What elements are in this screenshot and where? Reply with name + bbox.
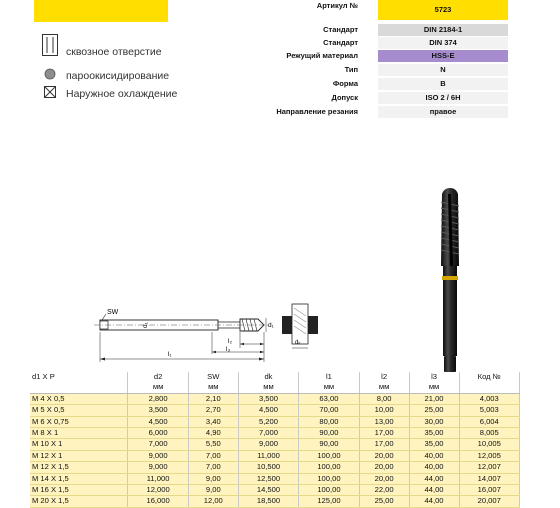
table-cell: M 8 X 1 — [30, 428, 128, 439]
unit-cell — [30, 382, 128, 393]
spec-row — [180, 37, 510, 49]
table-cell: 44,00 — [409, 496, 459, 507]
column-header: l3 — [409, 372, 459, 382]
tap-dimension-drawing — [90, 296, 330, 368]
through-hole-icon — [42, 34, 58, 59]
legend-steam-oxidation-label: пароокисидирование — [66, 69, 170, 82]
spec-key: Стандарт — [323, 25, 358, 34]
table-cell: 7,00 — [188, 450, 238, 461]
unit-cell: мм — [188, 382, 238, 393]
table-cell: 9,000 — [128, 462, 188, 473]
table-cell: 3,40 — [188, 416, 238, 427]
table-row — [30, 473, 520, 484]
drawing-l2-label: l₂ — [228, 338, 232, 345]
table-row — [30, 393, 520, 404]
spec-row — [180, 24, 510, 36]
spec-row — [180, 0, 510, 12]
table-cell: M 14 X 1,5 — [30, 473, 128, 484]
table-cell: 100,00 — [299, 473, 359, 484]
table-cell: 12,005 — [459, 450, 520, 461]
units-row — [30, 382, 520, 393]
column-header: SW — [188, 372, 238, 382]
table-cell: 16,000 — [128, 496, 188, 507]
table-row — [30, 485, 520, 496]
table-row — [30, 462, 520, 473]
spec-value: ISO 2 / 6H — [378, 92, 508, 104]
table-cell: 25,00 — [359, 496, 409, 507]
oxidation-dot-icon — [42, 68, 58, 83]
table-cell: 3,500 — [128, 405, 188, 416]
table-cell: 20,00 — [359, 450, 409, 461]
spec-key: Направление резания — [276, 107, 358, 116]
spec-key: Стандарт — [323, 38, 358, 47]
table-cell: M 6 X 0,75 — [30, 416, 128, 427]
table-cell: 3,500 — [238, 393, 298, 404]
table-cell: 9,00 — [188, 485, 238, 496]
drawing-section-right-block — [308, 316, 318, 334]
table-row — [30, 496, 520, 507]
legend-external-cooling — [42, 86, 177, 101]
table-cell: 11,000 — [128, 473, 188, 484]
table-cell: 22,00 — [359, 485, 409, 496]
spec-value: DIN 2184-1 — [378, 24, 508, 36]
table-cell: 40,00 — [409, 450, 459, 461]
table-cell: 20,007 — [459, 496, 520, 507]
table-cell: 100,00 — [299, 450, 359, 461]
table-cell: 44,00 — [409, 473, 459, 484]
spec-row — [180, 92, 510, 104]
table-cell: 20,00 — [359, 473, 409, 484]
column-header: dk — [238, 372, 298, 382]
table-cell: 13,00 — [359, 416, 409, 427]
table-cell: 100,00 — [299, 485, 359, 496]
table-cell: 90,00 — [299, 439, 359, 450]
table-cell: 16,007 — [459, 485, 520, 496]
legend-through-hole — [42, 34, 162, 59]
table-cell: 44,00 — [409, 485, 459, 496]
table-cell: 4,500 — [128, 416, 188, 427]
table-cell: 2,70 — [188, 405, 238, 416]
machine-tap-photo — [420, 188, 480, 374]
spec-key: Допуск — [331, 93, 358, 102]
table-header-row — [30, 372, 520, 382]
table-cell: 90,00 — [299, 428, 359, 439]
table-cell: 4,003 — [459, 393, 520, 404]
table-cell: 10,00 — [359, 405, 409, 416]
table-cell: 63,00 — [299, 393, 359, 404]
table-cell: 8,00 — [359, 393, 409, 404]
table-cell: 100,00 — [299, 462, 359, 473]
table-cell: 14,500 — [238, 485, 298, 496]
table-cell: 35,00 — [409, 439, 459, 450]
column-header: Код № — [459, 372, 520, 382]
table-cell: 25,00 — [409, 405, 459, 416]
table-cell: 21,00 — [409, 393, 459, 404]
table-cell: 2,800 — [128, 393, 188, 404]
spec-key: Тип — [344, 65, 358, 74]
spec-value: 5723 — [378, 0, 508, 20]
spec-value: HSS-E — [378, 50, 508, 62]
legend-steam-oxidation — [42, 68, 169, 83]
table-row — [30, 405, 520, 416]
drawing-d1-label: d₁ — [142, 322, 149, 328]
table-cell: 20,00 — [359, 462, 409, 473]
spec-row — [180, 50, 510, 62]
drawing-l1-label: l₁ — [168, 351, 172, 358]
column-header: l1 — [299, 372, 359, 382]
unit-cell: мм — [299, 382, 359, 393]
table-cell: 12,000 — [128, 485, 188, 496]
table-cell: 10,500 — [238, 462, 298, 473]
table-row — [30, 428, 520, 439]
spec-key: Режущий материал — [286, 51, 358, 60]
table-cell: 125,00 — [299, 496, 359, 507]
table-cell: M 10 X 1 — [30, 439, 128, 450]
drawing-section-left-block — [282, 316, 292, 334]
unit-cell: мм — [409, 382, 459, 393]
table-cell: 70,00 — [299, 405, 359, 416]
drawing-thread-d1-label: d₁ — [268, 322, 274, 329]
table-cell: 80,00 — [299, 416, 359, 427]
table-cell: 17,00 — [359, 439, 409, 450]
column-header: d2 — [128, 372, 188, 382]
table-cell: 6,004 — [459, 416, 520, 427]
table-cell: 5,200 — [238, 416, 298, 427]
external-cooling-icon — [42, 86, 58, 101]
spec-row — [180, 78, 510, 90]
spec-key: Артикул № — [316, 1, 358, 10]
table-cell: 9,000 — [238, 439, 298, 450]
table-cell: M 12 X 1,5 — [30, 462, 128, 473]
table-cell: 4,90 — [188, 428, 238, 439]
column-header: l2 — [359, 372, 409, 382]
drawing-dk-label: dₖ — [295, 340, 301, 346]
table-cell: 5,50 — [188, 439, 238, 450]
spec-value: DIN 374 — [378, 37, 508, 49]
table-cell: M 16 X 1,5 — [30, 485, 128, 496]
legend-through-hole-label: сквозное отверстие — [66, 45, 162, 58]
table-cell: 17,00 — [359, 428, 409, 439]
table-cell: 12,00 — [188, 496, 238, 507]
table-cell: 2,10 — [188, 393, 238, 404]
table-cell: 9,000 — [128, 450, 188, 461]
table-row — [30, 439, 520, 450]
table-cell: 18,500 — [238, 496, 298, 507]
table-cell: 12,007 — [459, 462, 520, 473]
table-cell: 10,005 — [459, 439, 520, 450]
table-cell: 14,007 — [459, 473, 520, 484]
table-cell: M 12 X 1 — [30, 450, 128, 461]
table-cell: 40,00 — [409, 462, 459, 473]
table-cell: 7,00 — [188, 462, 238, 473]
drawing-l3-label: l₃ — [226, 346, 231, 353]
table-cell: 6,000 — [128, 428, 188, 439]
table-cell: 12,500 — [238, 473, 298, 484]
spec-value: N — [378, 64, 508, 76]
table-cell: M 4 X 0,5 — [30, 393, 128, 404]
unit-cell: мм — [359, 382, 409, 393]
dimensions-table — [30, 372, 520, 508]
table-cell: M 20 X 1,5 — [30, 496, 128, 507]
table-cell: M 5 X 0,5 — [30, 405, 128, 416]
table-cell: 9,00 — [188, 473, 238, 484]
column-header: d1 X P — [30, 372, 128, 382]
spec-value: B — [378, 78, 508, 90]
table-cell: 7,000 — [128, 439, 188, 450]
header-color-strip — [34, 0, 168, 22]
unit-cell: мм — [238, 382, 298, 393]
spec-row — [180, 64, 510, 76]
table-cell: 5,003 — [459, 405, 520, 416]
legend-external-cooling-label: Наружное охлаждение — [66, 87, 178, 100]
table-cell: 11,000 — [238, 450, 298, 461]
drawing-sw-label: SW — [107, 309, 119, 316]
unit-cell — [459, 382, 520, 393]
table-cell: 8,005 — [459, 428, 520, 439]
unit-cell: мм — [128, 382, 188, 393]
table-cell: 7,000 — [238, 428, 298, 439]
table-cell: 35,00 — [409, 428, 459, 439]
table-cell: 30,00 — [409, 416, 459, 427]
spec-value: правое — [378, 106, 508, 118]
table-row — [30, 450, 520, 461]
spec-row — [180, 106, 510, 118]
table-row — [30, 416, 520, 427]
spec-key: Форма — [332, 79, 358, 88]
table-cell: 4,500 — [238, 405, 298, 416]
